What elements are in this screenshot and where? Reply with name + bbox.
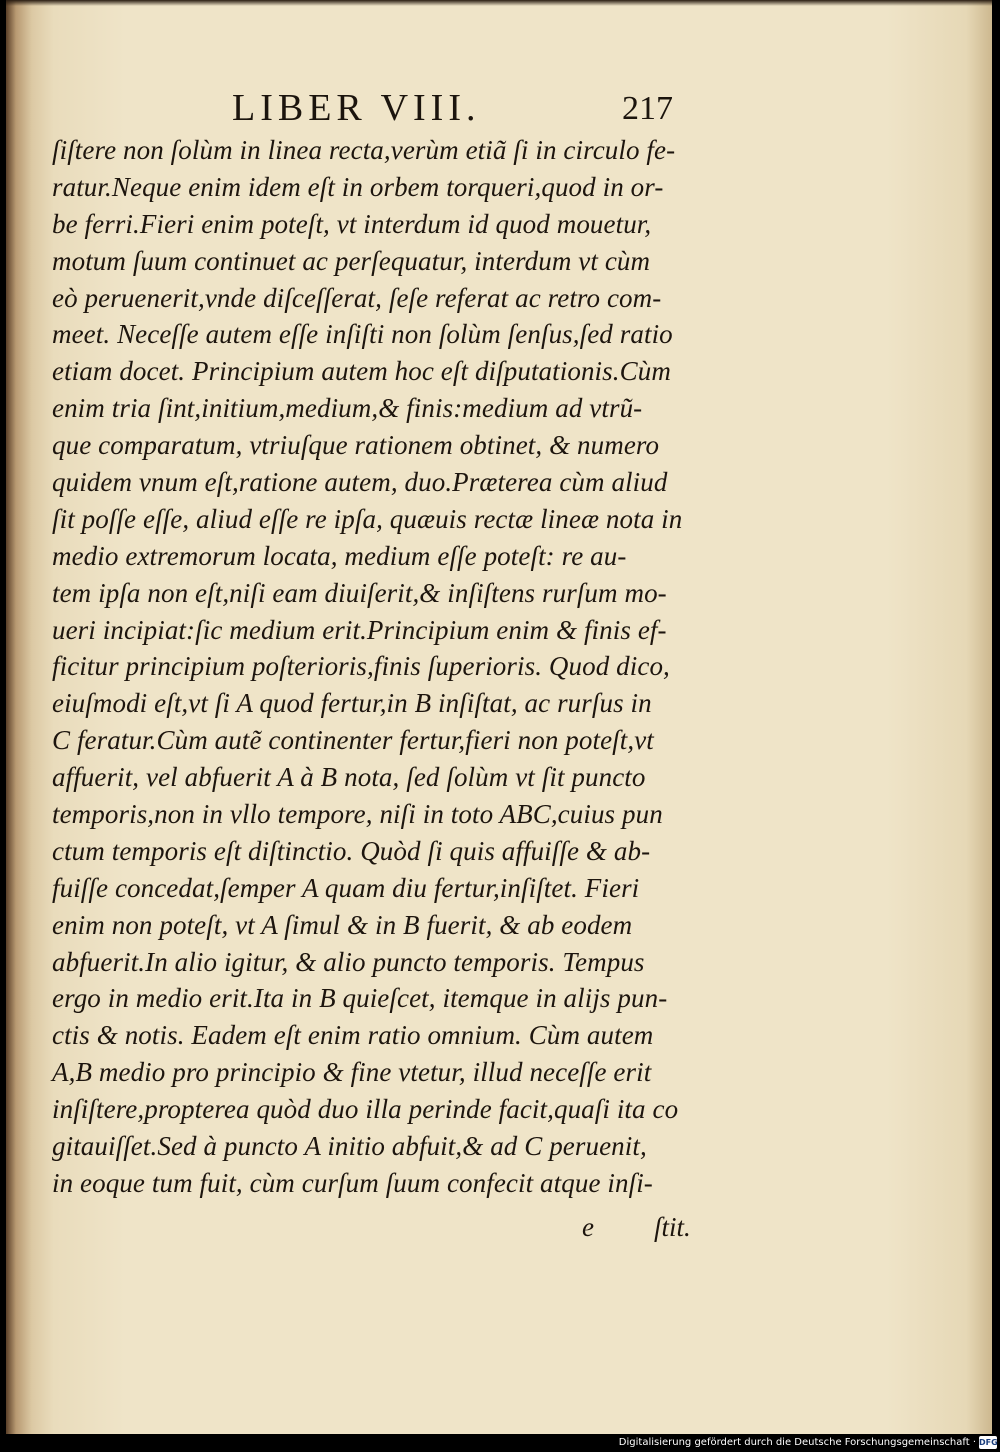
text-line: meet. Neceſſe autem eſſe inſiſti non ſolùm ſenſus,ſed ratio: [52, 319, 673, 350]
text-line: ſit poſſe eſſe, aliud eſſe re ipſa, quæuis rectæ lineæ nota in: [52, 503, 683, 534]
text-line: enim non poteſt, vt A ſimul & in B fuerit, & ab eodem: [52, 909, 633, 940]
text-line: medio extremorum locata, medium eſſe poteſt: re au-: [52, 540, 627, 571]
catchline: [6, 1212, 992, 1252]
text-line: quidem vnum eſt,ratione autem, duo.Præterea cùm aliud: [52, 467, 668, 498]
text-line: ergo in medio erit.Ita in B quieſcet, itemque in alijs pun-: [52, 983, 668, 1014]
signature-mark: e: [582, 1212, 594, 1242]
catchword: ſtit.: [654, 1212, 691, 1242]
text-line: motum ſuum continuet ac perſequatur, interdum vt cùm: [52, 245, 651, 276]
text-line: be ferri.Fieri enim poteſt, vt interdum id quod mouetur,: [52, 208, 652, 239]
text-line: ficitur principium poſterioris,finis ſuperioris. Quod dico,: [52, 651, 670, 682]
page-top-shadow: [6, 0, 992, 6]
text-line: affuerit, vel abfuerit A à B nota, ſed ſolùm vt ſit puncto: [52, 762, 646, 793]
text-line: tem ipſa non eſt,niſi eam diuiſerit,& inſiſtens rurſum mo-: [52, 577, 667, 608]
text-line: A,B medio pro principio & fine vtetur, illud neceſſe erit: [52, 1057, 652, 1088]
text-line: gitauiſſet.Sed à puncto A initio abfuit,& ad C peruenit,: [52, 1131, 647, 1162]
text-line: enim tria ſint,initium,medium,& finis:medium ad vtrũ-: [52, 393, 643, 424]
running-title: LIBER VIII.: [232, 87, 481, 129]
text-line: eiuſmodi eſt,vt ſi A quod fertur,in B inſiſtat, ac rurſus in: [52, 688, 652, 719]
digitization-footer: [0, 1434, 1000, 1452]
text-line: in eoque tum fuit, cùm curſum ſuum confecit atque inſi-: [52, 1167, 653, 1198]
text-line: inſiſtere,propterea quòd duo illa perinde facit,quaſi ita co: [52, 1094, 679, 1125]
text-line: ctis & notis. Eadem eſt enim ratio omnium. Cùm autem: [52, 1020, 654, 1051]
text-line: abfuerit.In alio igitur, & alio puncto temporis. Tempus: [52, 946, 645, 977]
text-line: etiam docet. Principium autem hoc eſt diſputationis.Cùm: [52, 356, 671, 387]
text-line: ratur.Neque enim idem eſt in orbem torqueri,quod in or-: [52, 171, 664, 202]
running-head: [6, 86, 992, 130]
page-number: 217: [622, 90, 673, 127]
text-line: C feratur.Cùm autẽ continenter fertur,fieri non poteſt,vt: [52, 725, 654, 756]
dfg-logo-icon: DFG: [979, 1438, 998, 1447]
text-line: ctum temporis eſt diſtinctio. Quòd ſi quis affuiſſe & ab-: [52, 835, 651, 866]
body-text: [52, 132, 728, 1198]
funding-credit: Digitalisierung gefördert durch die Deutsche Forschungsgemeinschaft ·: [618, 1437, 976, 1448]
text-line: fuiſſe concedat,ſemper A quam diu fertur,inſiſtet. Fieri: [52, 872, 640, 903]
text-line: ſiſtere non ſolùm in linea recta,verùm etiã ſi in circulo fe-: [52, 135, 676, 165]
text-line: ueri incipiat:ſic medium erit.Principium enim & finis ef-: [52, 614, 667, 645]
text-line: que comparatum, vtriuſque rationem obtinet, & numero: [52, 430, 660, 461]
text-line: eò peruenerit,vnde diſceſſerat, ſeſe referat ac retro com-: [52, 282, 662, 313]
scanned-book-page: [6, 0, 992, 1434]
text-line: temporis,non in vllo tempore, niſi in toto ABC,cuius pun: [52, 799, 663, 830]
